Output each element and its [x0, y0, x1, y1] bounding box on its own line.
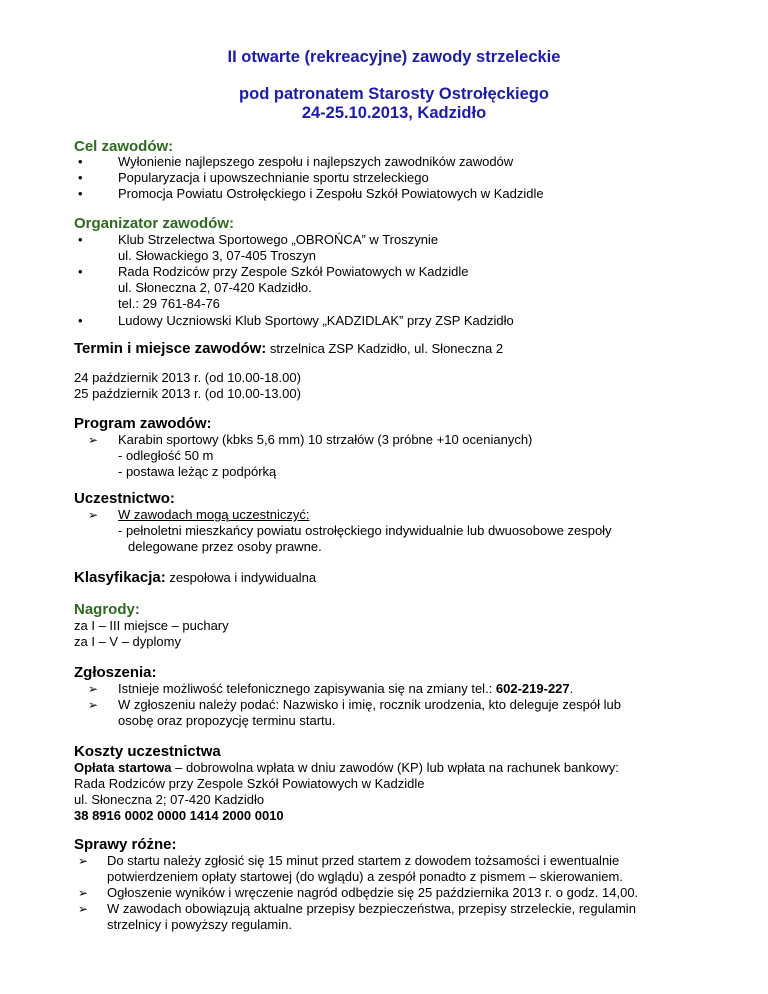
date-place-line: 24-25.10.2013, Kadzidło [301, 104, 487, 122]
organizer-line: ul. Słowackiego 3, 07-405 Troszyn [118, 248, 316, 263]
uczestnictwo-item: W zawodach mogą uczestniczyć: [118, 507, 310, 522]
patronage-line: pod patronatem Starosty Ostrołęckiego [239, 85, 549, 103]
heading-zgloszenia: Zgłoszenia: [74, 664, 157, 681]
termin-row [74, 340, 503, 358]
program-sub: - odległość 50 m [118, 448, 214, 463]
klasyfikacja-label: Klasyfikacja: [74, 569, 166, 586]
uczestnictwo-sub: delegowane przez osoby prawne. [128, 539, 322, 554]
termin-value: strzelnica ZSP Kadzidło, ul. Słoneczna 2 [266, 341, 504, 356]
termin-date: 24 październik 2013 r. (od 10.00-18.00) [74, 370, 301, 385]
zgloszenia-item: W zgłoszeniu należy podać: Nazwisko i imię, rocznik urodzenia, kto deleguje zespół lub [118, 697, 621, 712]
bank-account: 38 8916 0002 0000 1414 2000 0010 [74, 808, 284, 823]
arrow-bullet-icon: ➢ [88, 508, 99, 522]
heading-sprawy: Sprawy różne: [74, 836, 177, 853]
arrow-bullet-icon: ➢ [88, 682, 99, 696]
heading-organizator: Organizator zawodów: [74, 215, 235, 232]
bullet-icon: • [78, 170, 83, 185]
fee-label: Opłata startowa [74, 760, 172, 775]
termin-date: 25 październik 2013 r. (od 10.00-13.00) [74, 386, 301, 401]
program-sub: - postawa leżąc z podpórką [118, 464, 277, 479]
zgloszenia-item [118, 681, 573, 697]
fee-text: – dobrowolna wpłata w dniu zawodów (KP) lub wpłata na rachunek bankowy: [171, 760, 619, 775]
arrow-bullet-icon: ➢ [78, 886, 89, 900]
bullet-icon: • [78, 186, 83, 201]
zgloszenia-text: Istnieje możliwość telefonicznego zapisywania się na zmiany tel.: [118, 681, 496, 696]
klasyfikacja-row [74, 569, 316, 587]
zgloszenia-item: osobę oraz propozycję terminu startu. [118, 713, 336, 728]
sprawy-item: W zawodach obowiązują aktualne przepisy bezpieczeństwa, przepisy strzeleckie, regulamin [107, 901, 636, 916]
koszty-fee-row [74, 760, 619, 776]
document-title: II otwarte (rekreacyjne) zawody strzeleckie [227, 48, 561, 66]
arrow-bullet-icon: ➢ [78, 854, 89, 868]
koszty-line: Rada Rodziców przy Zespole Szkół Powiatowych w Kadzidle [74, 776, 425, 791]
bullet-icon: • [78, 232, 83, 247]
sprawy-item: Ogłoszenie wyników i wręczenie nagród odbędzie się 25 października 2013 r. o godz. 14,00. [107, 885, 639, 900]
arrow-bullet-icon: ➢ [88, 433, 99, 447]
bullet-icon: • [78, 264, 83, 279]
organizer-line: Rada Rodziców przy Zespole Szkół Powiatowych w Kadzidle [118, 264, 469, 279]
nagrody-line: za I – III miejsce – puchary [74, 618, 229, 633]
organizer-line: Ludowy Uczniowski Klub Sportowy „KADZIDLAK” przy ZSP Kadzidło [118, 313, 514, 328]
sprawy-item: strzelnicy i powyższy regulamin. [107, 917, 292, 932]
cel-item: Promocja Powiatu Ostrołęckiego i Zespołu Szkół Powiatowych w Kadzidle [118, 186, 544, 201]
arrow-bullet-icon: ➢ [88, 698, 99, 712]
termin-label: Termin i miejsce zawodów: [74, 340, 267, 357]
sprawy-item: potwierdzeniem opłaty startowej (do wglądu) a zespół ponadto z pismem – skierowaniem. [107, 869, 623, 884]
organizer-line: tel.: 29 761-84-76 [118, 296, 220, 311]
koszty-line: ul. Słoneczna 2; 07-420 Kadzidło [74, 792, 265, 807]
heading-cel: Cel zawodów: [74, 138, 174, 155]
heading-uczestnictwo: Uczestnictwo: [74, 490, 175, 507]
bullet-icon: • [78, 313, 83, 328]
nagrody-line: za I – V – dyplomy [74, 634, 181, 649]
heading-koszty: Koszty uczestnictwa [74, 743, 221, 760]
organizer-line: Klub Strzelectwa Sportowego „OBROŃCA” w Troszynie [118, 232, 439, 247]
heading-program: Program zawodów: [74, 415, 212, 432]
klasyfikacja-value: zespołowa i indywidualna [165, 570, 317, 585]
arrow-bullet-icon: ➢ [78, 902, 89, 916]
cel-item: Popularyzacja i upowszechnianie sportu strzeleckiego [118, 170, 429, 185]
phone-number: 602-219-227 [495, 681, 570, 696]
organizer-line: ul. Słoneczna 2, 07-420 Kadzidło. [118, 280, 312, 295]
sprawy-item: Do startu należy zgłosić się 15 minut przed startem z dowodem tożsamości i ewentualnie [107, 853, 620, 868]
heading-nagrody: Nagrody: [74, 601, 140, 618]
cel-item: Wyłonienie najlepszego zespołu i najlepszych zawodników zawodów [118, 154, 514, 169]
zgloszenia-end: . [569, 681, 574, 696]
bullet-icon: • [78, 154, 83, 169]
uczestnictwo-sub: - pełnoletni mieszkańcy powiatu ostrołęckiego indywidualnie lub dwuosobowe zespoły [118, 523, 612, 538]
program-item: Karabin sportowy (kbks 5,6 mm) 10 strzałów (3 próbne +10 ocenianych) [118, 432, 533, 447]
